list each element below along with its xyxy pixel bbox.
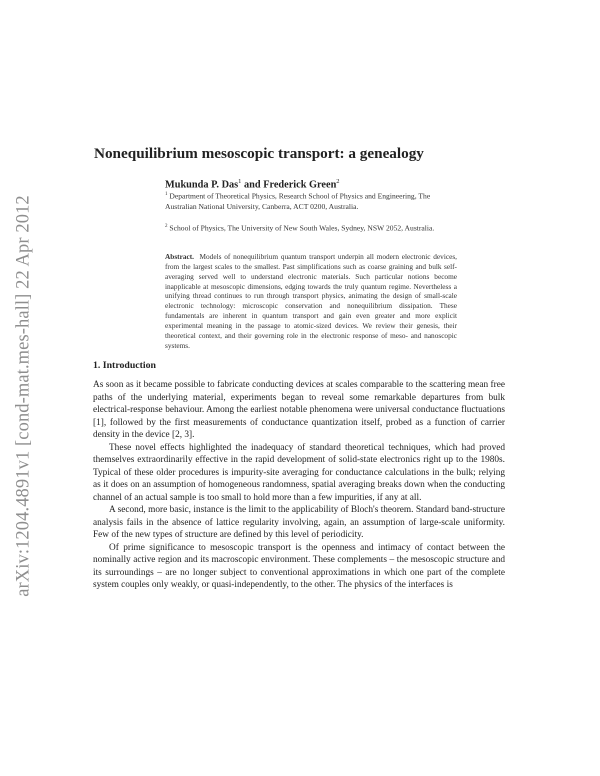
affiliation-mark: 2 — [336, 178, 340, 185]
section-heading: 1. Introduction — [93, 360, 156, 371]
affiliation-mark: 1 — [238, 178, 242, 185]
affiliation-mark: 1 — [165, 192, 168, 197]
affiliation-mark: 2 — [165, 224, 168, 229]
abstract-label: Abstract. — [165, 252, 194, 261]
author-list — [165, 178, 340, 190]
paragraph: Of prime significance to mesoscopic transport is the openness and intimacy of contact between the nominally active region and its macroscopic environment. These complements – the mesoscopic structure and its surroundings – are no longer subject to conventional approximations in which one part of the complete system couples only weakly, or quasi-independently, to the other. The physics of the interfaces is — [93, 542, 505, 590]
paper-title: Nonequilibrium mesoscopic transport: a genealogy — [94, 145, 424, 162]
paragraph: A second, more basic, instance is the limit to the applicability of Bloch's theorem. Standard band-structure analysis fails in the absence of lattice regularity involving, again, an assumption of large-scale uniformity. Few of the new types of structure are defined by this level of periodicity. — [93, 505, 505, 540]
affiliation-text: Department of Theoretical Physics, Research School of Physics and Engineering, The Australian National University, Canberra, ACT 0200, Australia. — [165, 191, 431, 212]
abstract-text: Models of nonequilibrium quantum transport underpin all modern electronic devices, from the largest scales to the smallest. Past simplifications such as coarse graining and bulk self-averaging served well to understand electronic materials. Such particular notions become inapplicable at mesoscopic dimensions, edging towards the truly quantum regime. Nevertheless a unifying thread continues to run through transport physics, animating the design of small-scale electronic technology: microscopic conservation and nonequilibrium dissipation. These fundamentals are inherent in quantum transport and gain even greater and more explicit experimental meaning in the passage to atomic-sized devices. We review their genesis, their theoretical context, and their governing role in the electronic response of meso- and nanoscopic systems. — [165, 252, 457, 350]
paragraph: These novel effects highlighted the inadequacy of standard theoretical techniques, which had proved themselves extraordinarily effective in the rapid development of solid-state electronics right up to the 1980s. Typical of these older procedures is impurity-site averaging for conductance calculations in the bulk; relying as it does on an assumption of homogeneous randomness, spatial averaging breaks down when the conducting channel of an actual sample is too small to hold more than a few impurities, if any at all. — [93, 442, 505, 503]
arxiv-sidebar — [7, 126, 41, 666]
paragraph: As soon as it became possible to fabricate conducting devices at scales comparable to the scattering mean free paths of the underlying material, experiments began to reveal some remarkable departures from bulk electrical-response behaviour. Among the earliest notable phenomena were universal conductance fluctuations [1], followed by the first measurements of conductance quantization itself, probed as a function of carrier density in the device [2, 3]. — [93, 380, 505, 440]
author-conjunction: and — [241, 179, 264, 191]
affiliation — [165, 222, 445, 234]
arxiv-stamp: arXiv:1204.4891v1 [cond-mat.mes-hall] 22 Apr 2012 — [13, 195, 34, 597]
author-name: Frederick Green — [263, 179, 337, 191]
affiliation-text: School of Physics, The University of New South Wales, Sydney, NSW 2052, Australia. — [167, 223, 435, 233]
author-name: Mukunda P. Das — [165, 179, 239, 191]
body-text — [93, 379, 505, 592]
abstract — [165, 252, 457, 350]
affiliation — [165, 190, 445, 213]
